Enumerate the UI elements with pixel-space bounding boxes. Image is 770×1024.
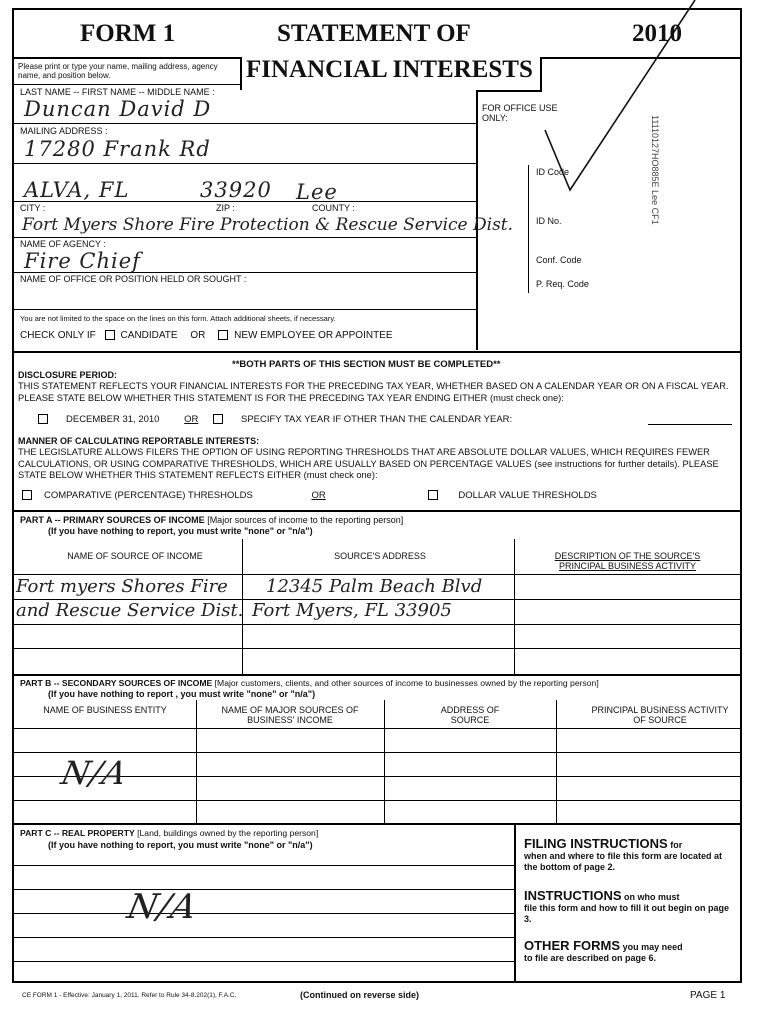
print-note: Please print or type your name, mailing address, agency name, and position below. <box>18 62 218 80</box>
part-a-col3-header: DESCRIPTION OF THE SOURCE'S PRINCIPAL BUSINESS ACTIVITY <box>554 551 701 571</box>
part-b-value[interactable]: N/A <box>57 754 131 792</box>
other-forms-text1: you may need <box>622 942 683 952</box>
part-a-col1-header: NAME OF SOURCE OF INCOME <box>67 551 203 561</box>
form-year: 2010 <box>632 20 682 47</box>
name-line <box>12 123 476 124</box>
part-b-col4-header: PRINCIPAL BUSINESS ACTIVITY OF SOURCE <box>591 705 729 725</box>
footer-continued: (Continued on reverse side) <box>300 990 420 1000</box>
new-employee-checkbox[interactable] <box>218 330 228 340</box>
agency-label: NAME OF AGENCY : <box>20 239 106 249</box>
part-a-subtitle: (If you have nothing to report, you must write "none" or "n/a") <box>48 526 313 536</box>
part-b-row3-line <box>12 800 742 801</box>
other-forms-title: OTHER FORMS <box>524 938 621 953</box>
part-b-col-divider-1 <box>196 700 197 823</box>
other-forms-instructions <box>524 940 736 964</box>
instructions-text2: file this form and how to fill it out begin on page 3. <box>524 903 729 924</box>
part-c-row2-line <box>12 889 514 890</box>
filing-text1: for <box>670 840 683 850</box>
position-label: NAME OF OFFICE OR POSITION HELD OR SOUGHT : <box>20 274 247 284</box>
instructions-title: INSTRUCTIONS <box>524 888 622 903</box>
specify-line <box>648 424 732 425</box>
city-label: CITY : <box>20 203 46 213</box>
filing-text2: when and where to file this form are located at the bottom of page 2. <box>524 851 723 872</box>
period-text: THIS STATEMENT REFLECTS YOUR FINANCIAL INTERESTS FOR THE PRECEDING TAX YEAR, WHETHER BASED ON A CALENDAR YEAR OR ON A FISCAL YEAR. PLEASE STATE BELOW WHETHER THIS STATEMENT IS FOR THE PRECEDING TAX YEAR ENDING EITHER (must check one): <box>18 381 729 403</box>
period-options-row <box>38 414 738 425</box>
agency-line <box>12 237 476 238</box>
part-a-row2-line <box>12 624 742 625</box>
part-b-col-divider-2 <box>384 700 385 823</box>
id-no-label: ID No. <box>536 216 562 226</box>
print-note-divider <box>12 84 240 85</box>
disclosure-top-line <box>12 351 742 353</box>
position-bottom-line <box>12 309 476 310</box>
part-b-col2-header: NAME OF MAJOR SOURCES OF BUSINESS' INCOME <box>221 705 359 725</box>
name-value[interactable]: Duncan David D <box>24 97 212 121</box>
specify-label: SPECIFY TAX YEAR IF OTHER THAN THE CALENDAR YEAR: <box>241 414 513 425</box>
city-value[interactable]: ALVA, FL <box>24 178 130 202</box>
filing-instructions <box>524 838 736 873</box>
candidate-label: CANDIDATE <box>120 330 178 341</box>
part-b-title: PART B -- SECONDARY SOURCES OF INCOME <box>20 678 213 688</box>
mailing-value[interactable]: 17280 Frank Rd <box>24 137 211 161</box>
part-c-row5-line <box>12 961 514 962</box>
dollar-label: DOLLAR VALUE THRESHOLDS <box>458 490 597 501</box>
name-label: LAST NAME -- FIRST NAME -- MIDDLE NAME : <box>20 87 215 97</box>
position-value[interactable]: Fire Chief <box>24 249 141 273</box>
statement-title-line1: STATEMENT OF <box>277 20 471 47</box>
county-value[interactable]: Lee <box>296 180 338 204</box>
footer-form-ref: CE FORM 1 - Effective: January 1, 2011. Refer to Rule 34-8.202(1), F.A.C. <box>22 992 237 999</box>
form-number: FORM 1 <box>80 20 176 47</box>
conf-code-label: Conf. Code <box>536 255 582 265</box>
period-or-label: OR <box>184 414 199 425</box>
part-b-row1-line <box>12 752 742 753</box>
dollar-checkbox[interactable] <box>428 490 438 500</box>
zip-label: ZIP : <box>216 203 235 213</box>
id-code-label: ID Code <box>536 167 570 177</box>
part-a-header-line <box>12 574 742 575</box>
part-c-top-line <box>12 823 742 825</box>
check-only-label: CHECK ONLY IF <box>20 330 96 341</box>
candidate-checkbox[interactable] <box>105 330 115 340</box>
filing-title: FILING INSTRUCTIONS <box>524 836 668 851</box>
part-c-row4-line <box>12 937 514 938</box>
office-stamp: 11110127HO885E Lee CF1 <box>650 115 660 225</box>
part-a-row1-address[interactable]: 12345 Palm Beach Blvd <box>266 576 483 597</box>
part-a-col-divider-2 <box>514 539 515 674</box>
notch-bottom <box>478 90 542 92</box>
part-a-top-line <box>12 510 742 512</box>
agency-value[interactable]: Fort Myers Shore Fire Protection & Rescue Service Dist. <box>22 215 514 235</box>
office-use-label: FOR OFFICE USE ONLY: <box>482 103 558 123</box>
period-title: DISCLOSURE PERIOD: <box>18 370 118 380</box>
part-c-title: PART C -- REAL PROPERTY <box>20 828 135 838</box>
dec31-checkbox[interactable] <box>38 414 48 424</box>
part-a-row3-line <box>12 648 742 649</box>
specify-checkbox[interactable] <box>213 414 223 424</box>
mailing-label: MAILING ADDRESS : <box>20 126 108 136</box>
city-line <box>12 201 476 202</box>
comparative-label: COMPARATIVE (PERCENTAGE) THRESHOLDS <box>44 490 253 501</box>
part-a-title: PART A -- PRIMARY SOURCES OF INCOME <box>20 515 205 525</box>
part-c-heading <box>20 828 318 838</box>
footer-page: PAGE 1 <box>690 990 726 1001</box>
part-b-heading <box>20 678 599 688</box>
dec31-label: DECEMBER 31, 2010 <box>66 414 160 425</box>
both-parts-note: **BOTH PARTS OF THIS SECTION MUST BE COMPLETED** <box>232 359 501 370</box>
zip-value[interactable]: 33920 <box>200 178 272 202</box>
part-a-row2-address[interactable]: Fort Myers, FL 33905 <box>252 600 452 621</box>
who-must-file-instructions <box>524 890 736 925</box>
manner-text: THE LEGISLATURE ALLOWS FILERS THE OPTION OF USING REPORTING THRESHOLDS THAT ARE ABSOLUTE DOLLAR VALUES, WHICH REQUIRES FEWER CALCULATIONS, OR USING COMPARATIVE THRESHOLDS, WHICH ARE USUALLY BASED ON PERCENTAGE VALUES (see instructions for further details). PLEASE STATE BELOW WHETHER THIS STATEMENT REFLECTS EITHER (must check one): <box>18 447 719 480</box>
p-req-code-label: P. Req. Code <box>536 279 589 289</box>
instructions-text1: on who must <box>624 892 680 902</box>
part-c-value[interactable]: N/A <box>123 887 202 927</box>
part-c-divider <box>514 823 516 983</box>
check-only-row <box>20 330 393 341</box>
part-b-subtitle: (If you have nothing to report , you must write "none" or "n/a") <box>48 689 316 699</box>
notch-left <box>240 57 242 90</box>
part-b-col-divider-3 <box>556 700 557 823</box>
part-a-col2-header: SOURCE'S ADDRESS <box>334 551 426 561</box>
manner-options-row <box>22 490 722 501</box>
manner-or-label: OR <box>311 490 326 501</box>
part-c-row1-line <box>12 865 514 866</box>
part-b-title-note: [Major customers, clients, and other sources of income to businesses owned by the reporting person] <box>214 678 599 688</box>
part-b-col3-header: ADDRESS OF SOURCE <box>440 705 500 725</box>
part-b-col1-header: NAME OF BUSINESS ENTITY <box>43 705 167 715</box>
part-c-subtitle: (If you have nothing to report, you must write "none" or "n/a") <box>48 840 313 850</box>
county-label: COUNTY : <box>312 203 355 213</box>
office-box-left <box>528 165 529 293</box>
or-label: OR <box>190 330 206 341</box>
manner-title: MANNER OF CALCULATING REPORTABLE INTERESTS: <box>18 436 260 446</box>
part-a-heading <box>20 515 403 525</box>
comparative-checkbox[interactable] <box>22 490 32 500</box>
header-divider <box>12 57 240 59</box>
new-employee-label: NEW EMPLOYEE OR APPOINTEE <box>234 330 393 341</box>
part-c-row3-line <box>12 913 514 914</box>
other-forms-text2: to file are described on page 6. <box>524 953 657 963</box>
part-a-row2-name[interactable]: and Rescue Service Dist. <box>16 600 244 621</box>
space-note: You are not limited to the space on the lines on this form. Attach additional sheets, if necessary. <box>20 314 336 323</box>
part-c-title-note: [Land, buildings owned by the reporting person] <box>137 828 319 838</box>
position-line <box>12 272 476 273</box>
mailing-line <box>12 163 476 164</box>
part-b-top-line <box>12 674 742 676</box>
part-a-title-note: [Major sources of income to the reporting person] <box>207 515 404 525</box>
part-a-row1-name[interactable]: Fort myers Shores Fire <box>16 576 228 597</box>
checkmark-icon <box>540 0 700 200</box>
statement-title-line2: FINANCIAL INTERESTS <box>246 56 533 83</box>
part-b-header-line <box>12 728 742 729</box>
